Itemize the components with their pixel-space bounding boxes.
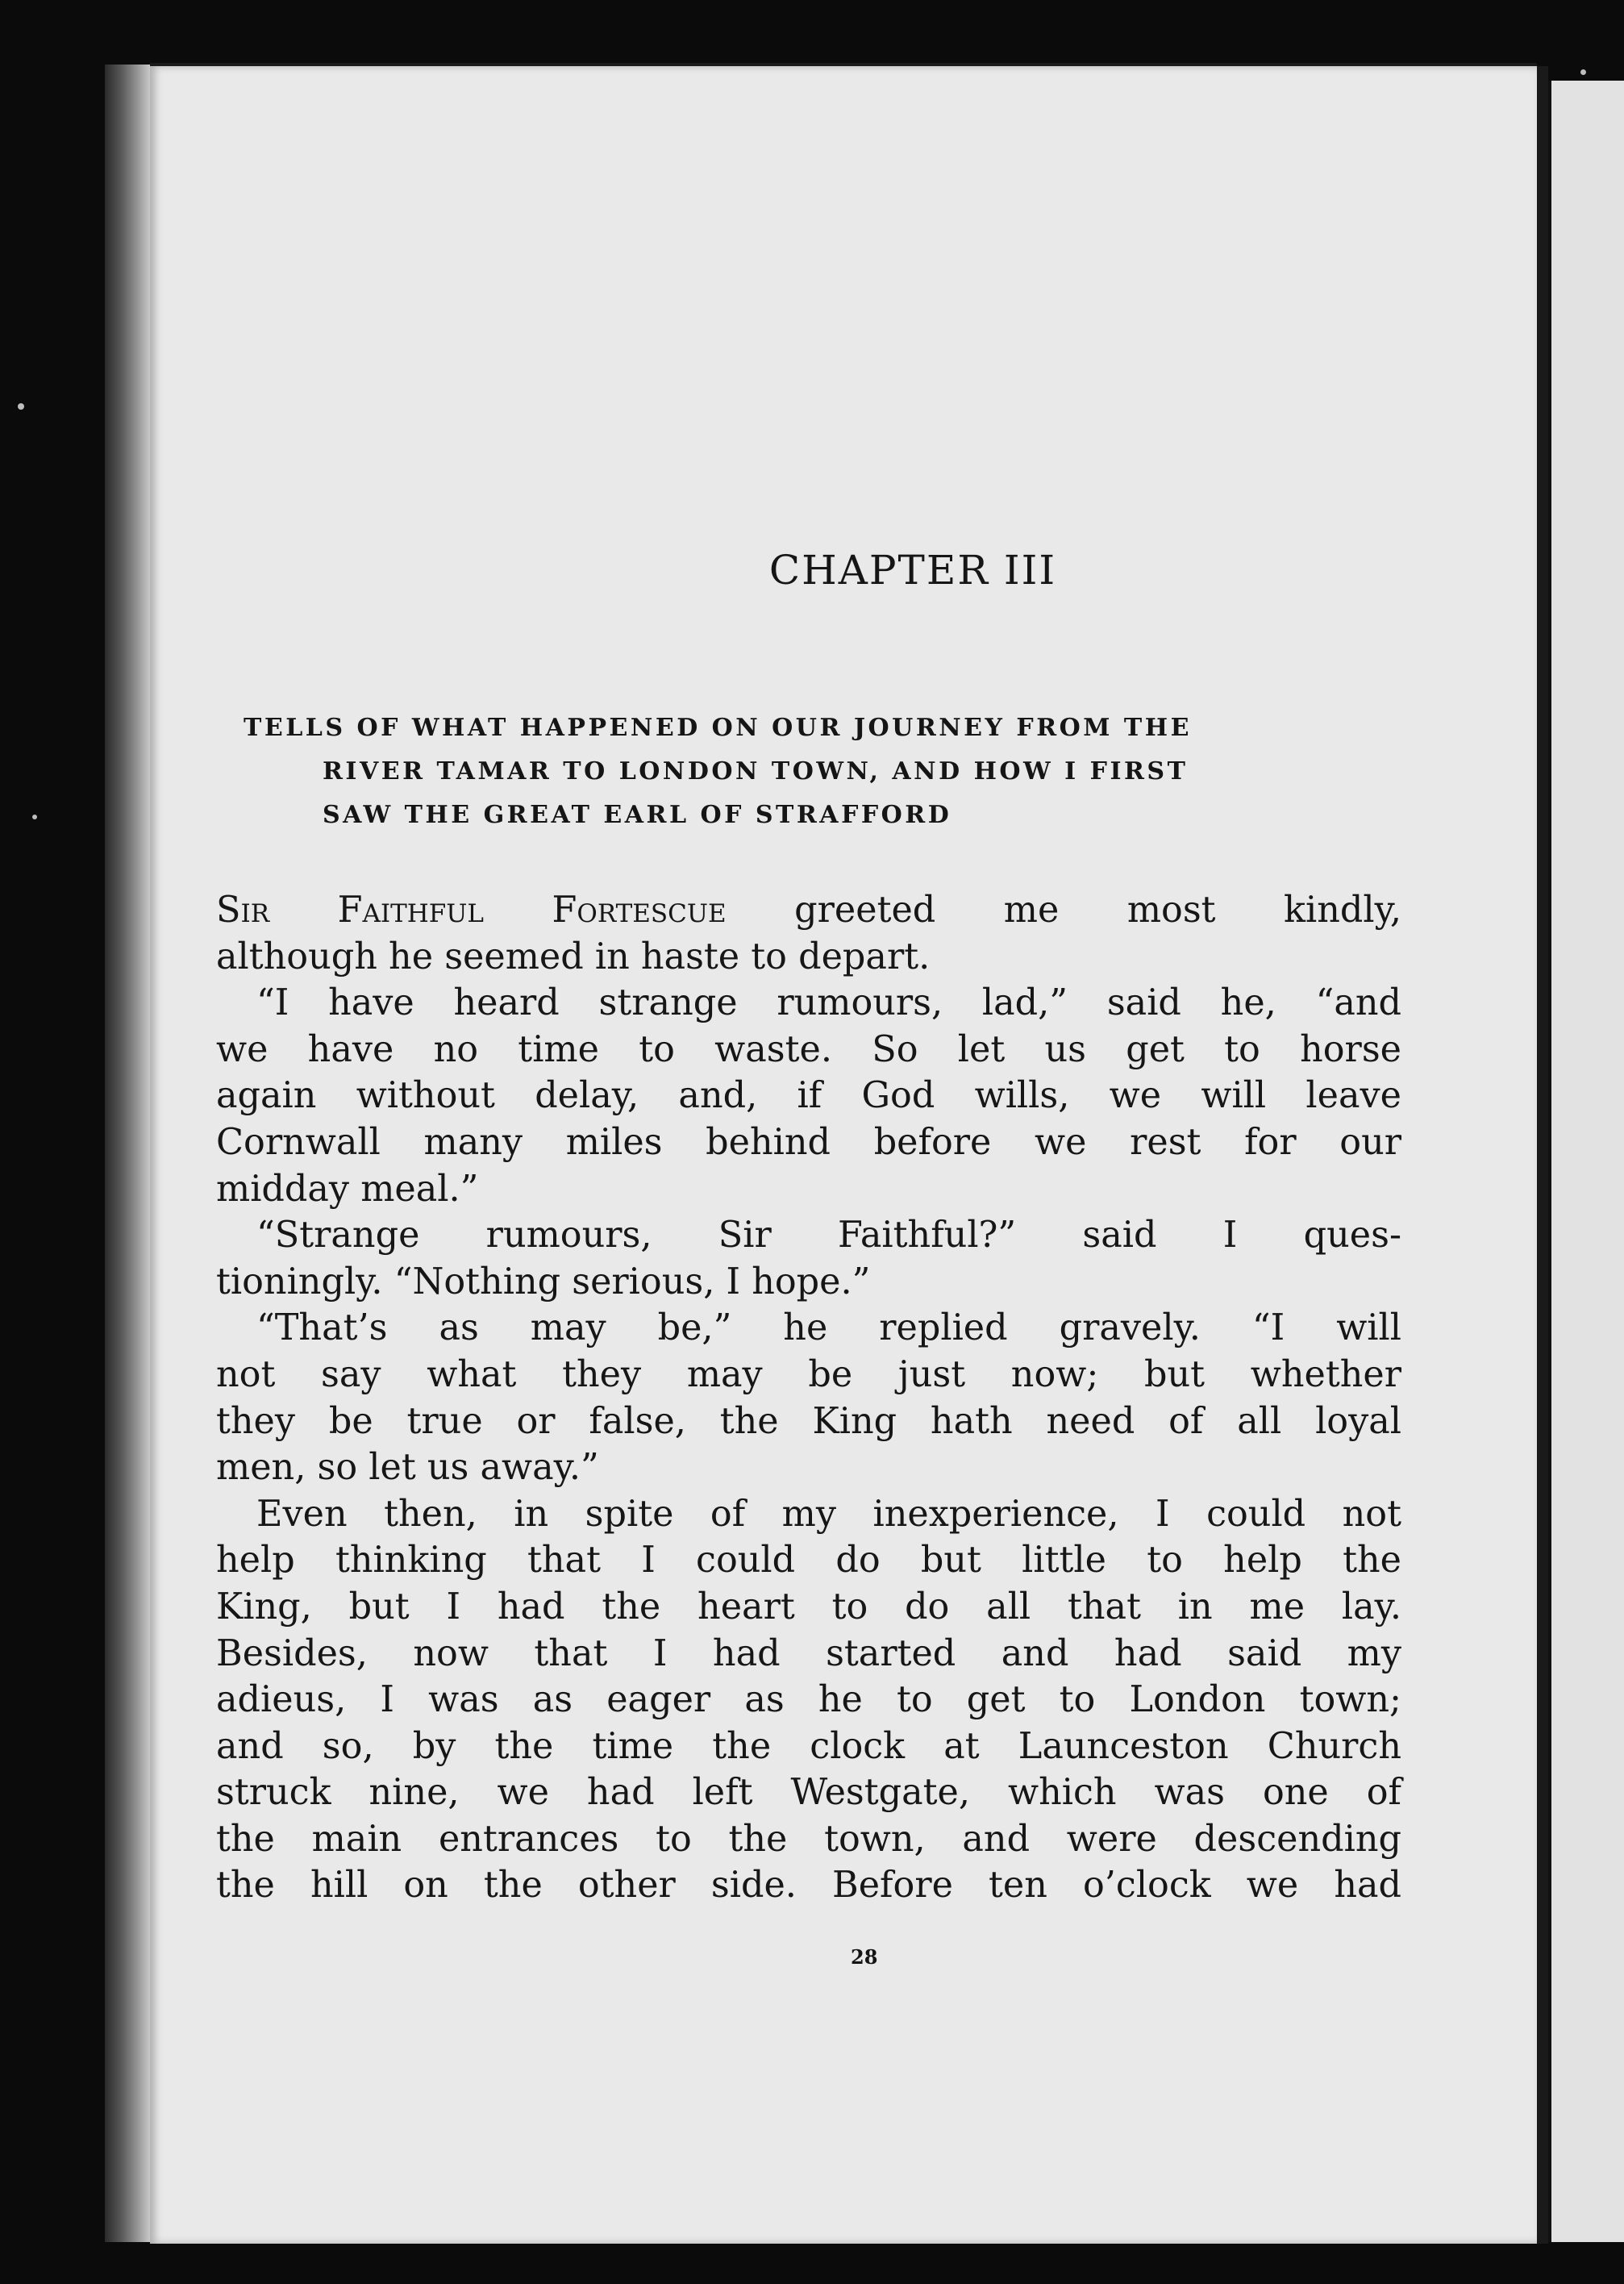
chapter-subtitle xyxy=(244,706,1405,837)
text-line: tioningly. “Nothing serious, I hope.” xyxy=(216,1261,871,1302)
scan-speck xyxy=(18,403,24,410)
text-line: we have no time to waste. So let us get to horse xyxy=(216,1028,1401,1070)
page-number: 28 xyxy=(851,1945,878,1969)
text-line: “I have heard strange rumours, lad,” said he, “and xyxy=(256,982,1401,1024)
text-line: struck nine, we had left Westgate, which was one of xyxy=(216,1772,1401,1814)
text-line: midday meal.” xyxy=(216,1168,479,1210)
text-line: “Strange rumours, Sir Faithful?” said I ques- xyxy=(256,1215,1401,1257)
text-line: men, so let us away.” xyxy=(216,1447,599,1489)
text-line: Besides, now that I had started and had said my xyxy=(216,1632,1401,1674)
text-line xyxy=(216,887,1401,934)
scan-speck xyxy=(32,815,37,819)
facing-page-edge xyxy=(1548,81,1624,2242)
text-line: King, but I had the heart to do all that in me lay. xyxy=(216,1586,1401,1628)
body-text xyxy=(216,887,1401,1909)
opening-name: Sir Faithful Fortescue xyxy=(216,890,727,931)
page-right-edge xyxy=(1537,66,1548,2244)
subtitle-line: TELLS OF WHAT HAPPENED ON OUR JOURNEY FROM THE xyxy=(244,714,1192,742)
subtitle-line: RIVER TAMAR TO LONDON TOWN, AND HOW I FIRST xyxy=(323,757,1189,786)
text-line: Even then, in spite of my inexperience, I could not xyxy=(256,1493,1401,1535)
book-spine-shadow xyxy=(105,65,153,2242)
text-line: help thinking that I could do but little to help the xyxy=(216,1540,1401,1582)
text-line: the main entrances to the town, and were descending xyxy=(216,1818,1401,1860)
text-line: Cornwall many miles behind before we rest for our xyxy=(216,1121,1401,1163)
text-line: and so, by the time the clock at Launceston Church xyxy=(216,1725,1401,1767)
text-fragment: greeted me most kindly, xyxy=(726,890,1401,931)
text-line: adieus, I was as eager as he to get to London town; xyxy=(216,1679,1401,1721)
text-line: although he seemed in haste to depart. xyxy=(216,936,931,977)
text-line: “That’s as may be,” he replied gravely. “I will xyxy=(256,1307,1401,1349)
text-line: again without delay, and, if God wills, we will leave xyxy=(216,1075,1401,1117)
subtitle-line: SAW THE GREAT EARL OF STRAFFORD xyxy=(323,801,952,829)
chapter-title: CHAPTER III xyxy=(768,547,1057,594)
text-line: not say what they may be just now; but whether xyxy=(216,1353,1401,1395)
text-line: the hill on the other side. Before ten o’clock we had xyxy=(216,1865,1401,1907)
text-line: they be true or false, the King hath need of all loyal xyxy=(216,1400,1401,1442)
scan-speck xyxy=(1580,69,1586,75)
